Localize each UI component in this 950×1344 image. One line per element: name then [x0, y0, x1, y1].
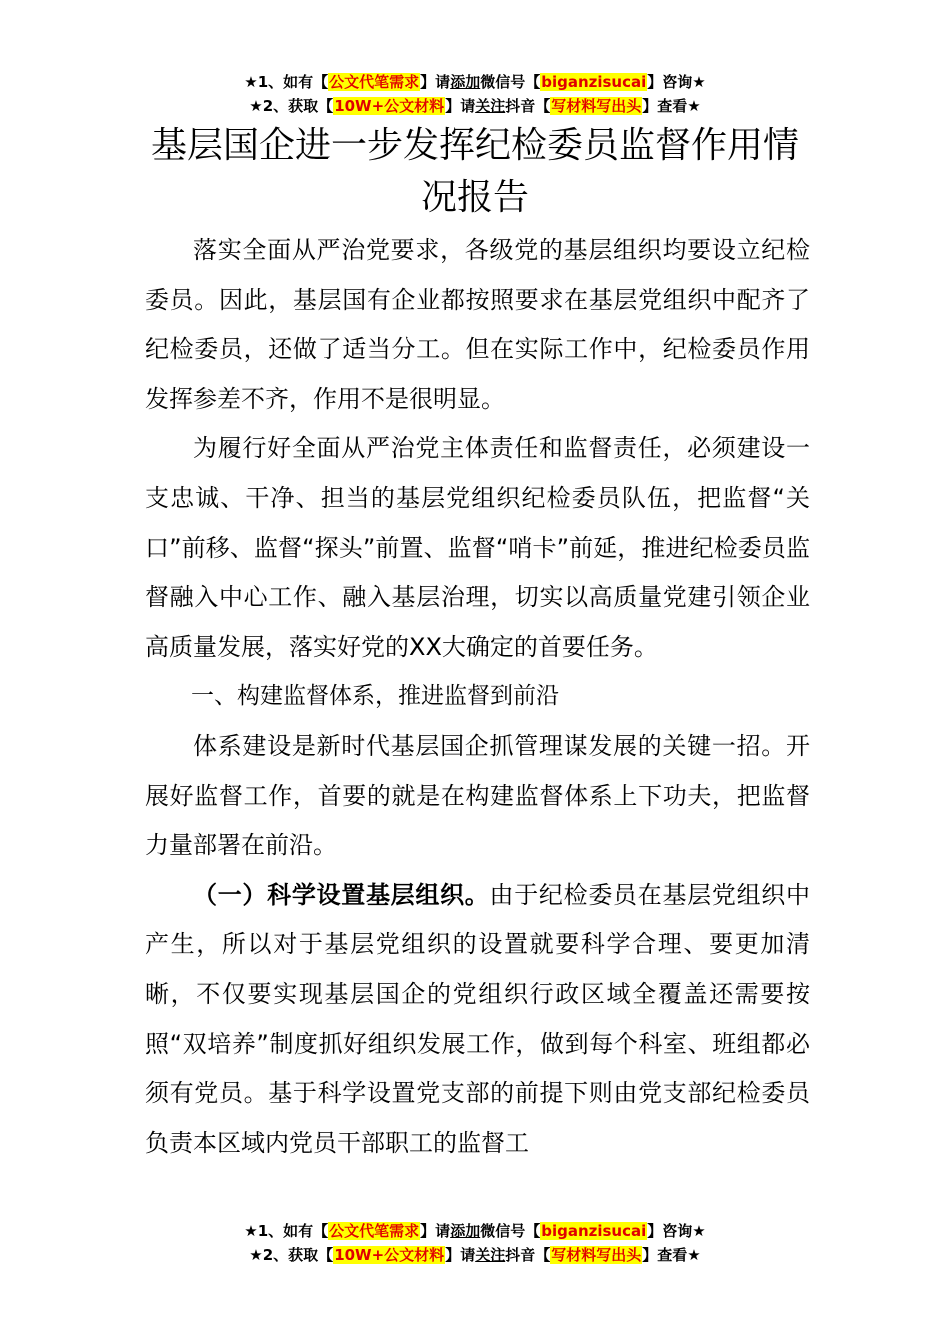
- promo-line-1: ★1、如有【公文代笔需求】请添加微信号【biganzisucai】咨询★: [244, 73, 706, 91]
- subsection-heading: （一）科学设置基层组织。: [193, 880, 490, 909]
- paragraph: [145, 871, 810, 1169]
- promo-line-2: ★2、获取【10W+公文材料】请关注抖音【写材料写出头】查看★: [249, 1246, 701, 1264]
- document-title: 基层国企进一步发挥纪检委员监督作用情况报告: [150, 125, 799, 218]
- promo-banner-top: [0, 70, 950, 118]
- promo-banner-bottom: [0, 1219, 950, 1267]
- paragraph: 落实全面从严治党要求，各级党的基层组织均要设立纪检委员。因此，基层国有企业都按照要求在基层党组织中配齐了纪检委员，还做了适当分工。但在实际工作中，纪检委员作用发挥参差不齐，作用不是很明显。: [145, 236, 810, 413]
- paragraph: 为履行好全面从严治党主体责任和监督责任，必须建设一支忠诚、干净、担当的基层党组织纪检委员队伍，把监督“关口”前移、监督“探头”前置、监督“哨卡”前延，推进纪检委员监督融入中心工作、融入基层治理，切实以高质量党建引领企业高质量发展，落实好党的XX大确定的首要任务。: [145, 434, 810, 661]
- promo-line-2: ★2、获取【10W+公文材料】请关注抖音【写材料写出头】查看★: [249, 97, 701, 115]
- promo-line-1: ★1、如有【公文代笔需求】请添加微信号【biganzisucai】咨询★: [244, 1222, 706, 1240]
- section-heading: 一、构建监督体系，推进监督到前沿: [191, 683, 559, 710]
- paragraph: 体系建设是新时代基层国企抓管理谋发展的关键一招。开展好监督工作，首要的就是在构建监督体系上下功夫，把监督力量部署在前沿。: [145, 731, 810, 860]
- paragraph-text: 由于纪检委员在基层党组织中产生，所以对于基层党组织的设置就要科学合理、要更加清晰，不仅要实现基层国企的党组织行政区域全覆盖还需要按照“双培养”制度抓好组织发展工作，做到每个科室、班组都必须有党员。基于科学设置党支部的前提下则由党支部纪检委员负责本区域内党员干部职工的监督工: [145, 880, 810, 1157]
- document-body: [145, 226, 810, 1168]
